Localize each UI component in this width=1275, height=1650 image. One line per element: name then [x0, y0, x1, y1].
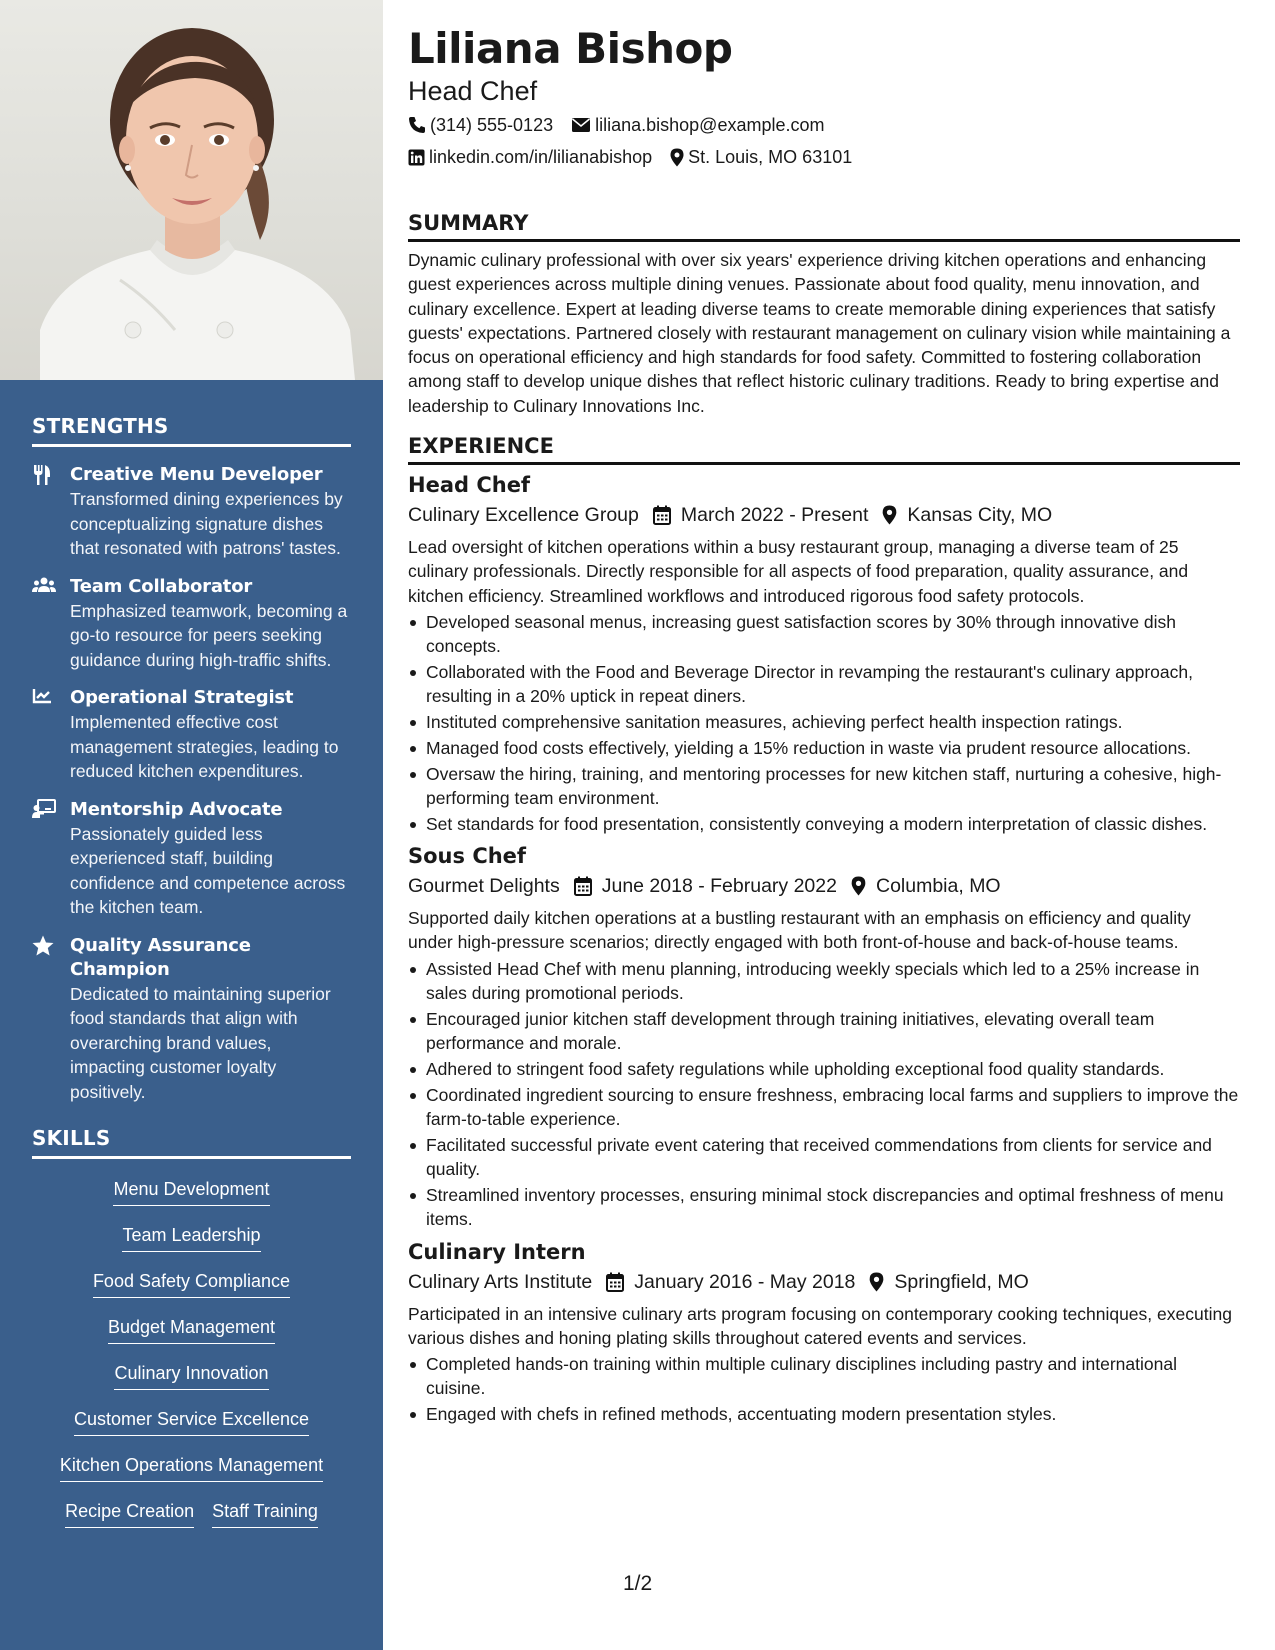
location-pin-icon: [869, 1272, 894, 1292]
linkedin-icon: [408, 149, 429, 166]
profile-photo: [0, 0, 383, 380]
job-entry: [408, 842, 1240, 1231]
skill-tag: Team Leadership: [122, 1223, 260, 1252]
location-pin-icon: [882, 505, 907, 525]
strength-title: Mentorship Advocate: [70, 798, 283, 820]
users-icon: [32, 575, 70, 673]
candidate-title: Head Chef: [408, 76, 538, 106]
bullet-item: Oversaw the hiring, training, and mentoring processes for new kitchen staff, nurturing a cohesive, high-performing team environment.: [408, 762, 1240, 811]
job-bullets: [408, 610, 1240, 836]
bullet-item: Managed food costs effectively, yielding a 15% reduction in waste via prudent resource allocations.: [408, 736, 1240, 760]
job-bullets: [408, 1352, 1240, 1426]
strength-desc: Passionately guided less experienced staff, building confidence and competence across the kitchen team.: [70, 823, 346, 917]
experience-heading: EXPERIENCE: [408, 432, 1240, 465]
company-name: Culinary Excellence Group: [408, 504, 639, 527]
sidebar: [0, 0, 383, 1650]
strength-desc: Transformed dining experiences by conceptualizing signature dishes that resonated with patrons' tastes.: [70, 489, 343, 558]
teacher-icon: [32, 798, 70, 920]
job-dates: January 2016 - May 2018: [634, 1270, 856, 1293]
contact-row: [408, 113, 1240, 137]
calendar-icon: [653, 505, 681, 525]
bullet-item: Set standards for food presentation, consistently conveying a modern interpretation of classic dishes.: [408, 812, 1240, 836]
location-pin-icon: [851, 876, 876, 896]
bullet-item: Streamlined inventory processes, ensuring minimal stock discrepancies and optimal freshness of menu items.: [408, 1183, 1240, 1232]
job-meta: [408, 1268, 1240, 1296]
strength-title: Operational Strategist: [70, 687, 294, 708]
chart-line-icon: [32, 686, 70, 784]
strength-item: [32, 463, 351, 561]
strengths-section: [0, 414, 383, 1104]
strengths-heading: STRENGTHS: [32, 414, 351, 447]
job-description: Lead oversight of kitchen operations within a busy restaurant group, managing a diverse team of 25 culinary professionals. Directly responsible for all aspects of food preparation, quality assurance, and kitchen efficiency. Streamlined workflows and introduced rigorous food safety protocols.: [408, 537, 1189, 606]
job-location: Kansas City, MO: [907, 504, 1053, 527]
calendar-icon: [606, 1272, 634, 1292]
strength-item: [32, 686, 351, 784]
skill-tag: Kitchen Operations Management: [60, 1453, 323, 1482]
job-entry: [408, 1238, 1240, 1427]
email-icon: [571, 117, 595, 133]
skill-tag: Budget Management: [108, 1315, 275, 1344]
strength-title: Team Collaborator: [70, 575, 253, 597]
candidate-name: Liliana Bishop: [408, 24, 733, 73]
email-link[interactable]: liliana.bishop@example.com: [595, 115, 825, 135]
strength-desc: Implemented effective cost management strategies, leading to reduced kitchen expenditures.: [70, 712, 339, 781]
bullet-item: Coordinated ingredient sourcing to ensure freshness, embracing local farms and suppliers to improve the farm-to-table experience.: [408, 1083, 1240, 1132]
strength-item: [32, 575, 351, 673]
phone-icon: [408, 116, 430, 134]
contact-row: [408, 145, 1240, 169]
main-content: [408, 0, 1240, 1428]
job-dates: June 2018 - February 2022: [601, 875, 837, 898]
job-title: Sous Chef: [408, 844, 527, 869]
summary-heading: SUMMARY: [408, 209, 1240, 242]
job-title: Culinary Intern: [408, 1239, 586, 1264]
location-text: St. Louis, MO 63101: [688, 147, 853, 167]
skill-tag: Food Safety Compliance: [93, 1269, 290, 1298]
bullet-item: Engaged with chefs in refined methods, accentuating modern presentation styles.: [408, 1402, 1240, 1426]
skill-tag: Menu Development: [113, 1177, 269, 1206]
skill-tag: Culinary Innovation: [114, 1361, 268, 1390]
star-icon: [32, 934, 70, 1105]
calendar-icon: [574, 876, 602, 896]
skill-tag: Customer Service Excellence: [74, 1407, 309, 1436]
strength-item: [32, 798, 351, 920]
strength-title: Creative Menu Developer: [70, 464, 323, 485]
job-description: Participated in an intensive culinary arts program focusing on contemporary cooking techniques, executing various dishes and honing plating skills throughout catered events and services.: [408, 1303, 1232, 1348]
strength-desc: Emphasized teamwork, becoming a go-to resource for peers seeking guidance during high-traffic shifts.: [70, 600, 348, 670]
strength-title: Quality Assurance Champion: [70, 934, 251, 980]
phone-text[interactable]: (314) 555-0123: [430, 115, 554, 135]
bullet-item: Encouraged junior kitchen staff development through training initiatives, elevating overall team performance and morale.: [408, 1007, 1240, 1056]
location-pin-icon: [670, 148, 688, 167]
utensils-icon: [32, 463, 70, 561]
job-bullets: [408, 957, 1240, 1232]
company-name: Gourmet Delights: [408, 875, 560, 898]
skills-heading: SKILLS: [32, 1126, 351, 1159]
strength-desc: Dedicated to maintaining superior food standards that align with overarching brand values, impacting customer loyalty positively.: [70, 983, 331, 1102]
skills-list: [32, 1171, 351, 1539]
bullet-item: Completed hands-on training within multiple culinary disciplines including pastry and international cuisine.: [408, 1352, 1240, 1401]
skill-tag: Staff Training: [212, 1499, 318, 1528]
bullet-item: Developed seasonal menus, increasing guest satisfaction scores by 30% through innovative dish concepts.: [408, 610, 1240, 659]
bullet-item: Facilitated successful private event catering that received commendations from clients for service and quality.: [408, 1133, 1240, 1182]
job-entry: [408, 471, 1240, 836]
company-name: Culinary Arts Institute: [408, 1270, 593, 1293]
bullet-item: Collaborated with the Food and Beverage Director in revamping the restaurant's culinary approach, resulting in a 20% uptick in repeat diners.: [408, 660, 1240, 709]
job-location: Columbia, MO: [875, 875, 1001, 898]
skill-tag: Recipe Creation: [65, 1499, 194, 1528]
bullet-item: Adhered to stringent food safety regulations while upholding exceptional food quality standards.: [408, 1057, 1240, 1081]
linkedin-link[interactable]: linkedin.com/in/lilianabishop: [429, 147, 653, 167]
bullet-item: Instituted comprehensive sanitation measures, achieving perfect health inspection ratings.: [408, 710, 1240, 734]
job-meta: [408, 501, 1240, 529]
job-location: Springfield, MO: [894, 1270, 1029, 1293]
skills-section: [0, 1126, 383, 1539]
summary-text: Dynamic culinary professional with over six years' experience driving kitchen operations and enhancing guest experiences across multiple dining venues. Passionate about food quality, menu innovation, and culinary excellence. Expert at leading diverse teams to create memorable dining experiences that satisfy guests' expectations. Partnered closely with restaurant management on culinary vision while maintaining a focus on operational efficiency and high standards for food safety. Committed to fostering collaboration among staff to develop unique dishes that reflect historic culinary traditions. Ready to bring expertise and leadership to Culinary Innovations Inc.: [408, 250, 1231, 416]
strength-item: [32, 934, 351, 1105]
bullet-item: Assisted Head Chef with menu planning, introducing weekly specials which led to a 25% increase in sales during promotional periods.: [408, 957, 1240, 1006]
job-description: Supported daily kitchen operations at a bustling restaurant with an emphasis on efficiency and quality under high-pressure scenarios; directly engaged with both front-of-house and back-of-house teams.: [408, 908, 1191, 953]
job-dates: March 2022 - Present: [680, 504, 869, 527]
job-title: Head Chef: [408, 473, 531, 498]
page-number: 1/2: [623, 1572, 653, 1595]
job-meta: [408, 872, 1240, 900]
